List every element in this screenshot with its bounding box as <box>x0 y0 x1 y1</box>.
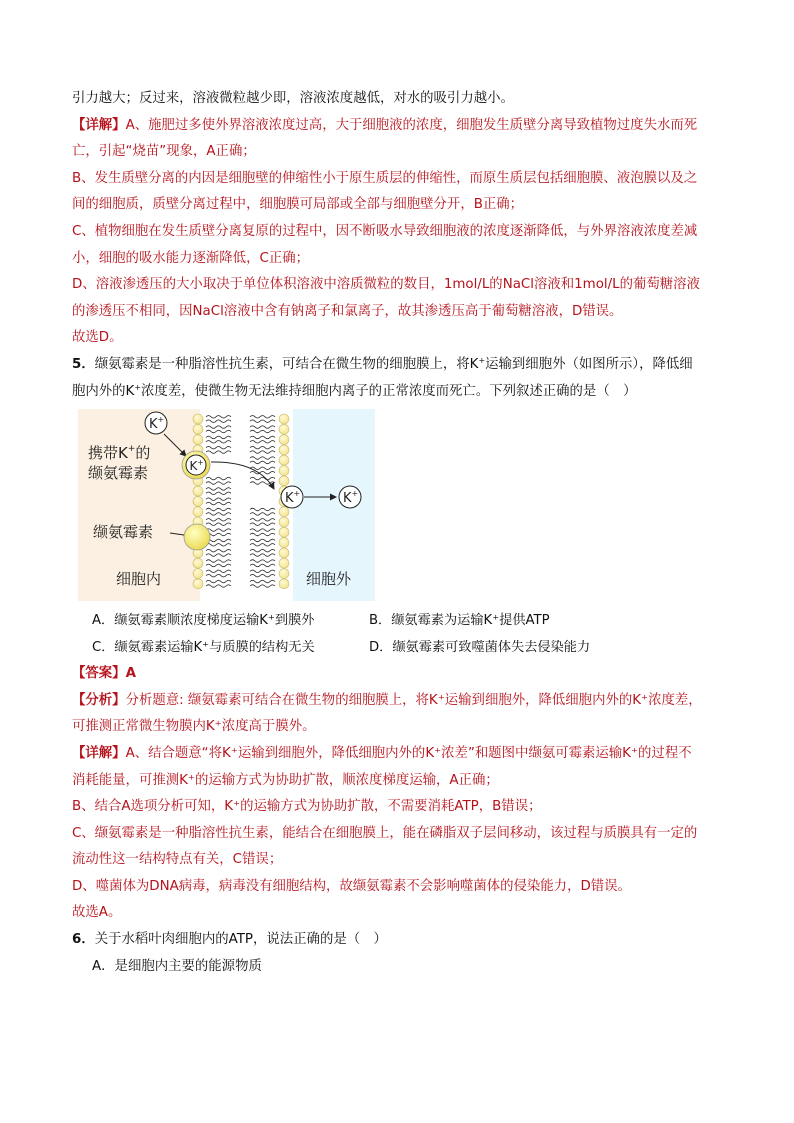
analysis-text: 可推测正常微生物膜内K⁺浓度高于膜外。 <box>72 719 316 735</box>
lipid-tail <box>250 447 275 450</box>
detail-text: B、发生质壁分离的内因是细胞壁的伸缩性小于原生质层的伸缩性，而原生质层包括细胞膜、液泡膜以及之 <box>72 170 698 186</box>
lipid-tail <box>250 570 275 573</box>
detail-tag: 【详解】 <box>72 117 126 133</box>
lipid-tail <box>206 529 231 532</box>
lipid-tail <box>206 498 231 501</box>
lipid-tail <box>206 513 231 516</box>
lipid-tail <box>250 554 275 557</box>
lipid-tail <box>250 416 275 419</box>
lipid-tail <box>206 564 231 567</box>
phospholipid-head <box>279 455 289 465</box>
lipid-tail <box>206 416 231 419</box>
detail-text: 的渗透压不相同，因NaCl溶液中含有钠离子和氯离子，故其渗透压高于葡萄糖溶液，D错误。 <box>72 303 623 319</box>
lipid-tail <box>250 580 275 583</box>
detail-text: A、施肥过多使外界溶液浓度过高，大于细胞液的浓度，细胞发生质壁分离导致植物过度失水而死 <box>125 117 698 133</box>
detail-text: 消耗能量，可推测K⁺的运输方式为协助扩散，顺浓度梯度运输，A正确； <box>72 772 499 788</box>
lipid-tail <box>206 580 231 583</box>
transport-curve <box>211 462 274 489</box>
lipid-tail <box>250 575 275 578</box>
conclusion-text: 故选D。 <box>72 330 123 346</box>
lipid-tail <box>250 550 275 553</box>
lipid-tail <box>206 508 231 511</box>
phospholipid-head <box>279 579 289 589</box>
conclusion-text: 故选A。 <box>72 905 122 921</box>
lipid-tail <box>206 430 231 433</box>
option-b[interactable]: B．缬氨霉素为运输K⁺提供ATP <box>369 613 550 629</box>
phospholipid-head <box>279 424 289 434</box>
lipid-tail <box>250 523 275 526</box>
analysis-line: 【分析】分析题意: 缬氨霉素可结合在微生物的细胞膜上，将K⁺运输到细胞外，降低细胞内外的K⁺浓度差， <box>72 692 702 708</box>
phospholipid-head <box>279 466 289 476</box>
answer-line: 【答案】A <box>72 666 136 682</box>
phospholipid-head <box>193 569 203 579</box>
detail-line: 【详解】A、结合题意“将K⁺运输到细胞外，降低细胞内外的K⁺浓差”和题图中缬氨可霉素运输K⁺的过程不 <box>72 745 692 761</box>
lipid-tail <box>206 477 231 480</box>
detail-text: D、溶液渗透压的大小取决于单位体积溶液中溶质微粒的数目，1mol/L的NaCl溶液和1mol/L的葡萄糖溶液 <box>72 277 700 293</box>
option-c[interactable]: C．缬氨霉素运输K⁺与质膜的结构无关 <box>92 640 315 656</box>
options-row-2 <box>72 634 724 661</box>
lipid-tail <box>206 436 231 439</box>
question-5-stem: 5．缬氨霉素是一种脂溶性抗生素，可结合在微生物的细胞膜上，将K+运输到细胞外（如图所示），降低细 <box>72 355 693 372</box>
detail-text: 亡，引起“烧苗”现象，A正确； <box>72 144 256 160</box>
lipid-tail <box>206 447 231 450</box>
lipid-tail <box>250 533 275 536</box>
lipid-tail <box>250 585 275 588</box>
question-6-stem: 6．关于水稻叶肉细胞内的ATP，说法正确的是（ ） <box>72 932 387 948</box>
text-line <box>72 113 724 140</box>
lipid-tail <box>206 554 231 557</box>
phospholipid-head <box>193 579 203 589</box>
lipid-tail <box>250 436 275 439</box>
phospholipid-head <box>193 558 203 568</box>
label-valinomycin: 缬氨霉素 <box>93 523 154 542</box>
lipid-tail <box>206 575 231 578</box>
lipid-tail <box>206 441 231 444</box>
lipid-tail <box>250 457 275 460</box>
phospholipid-head <box>193 435 203 445</box>
lipid-tail <box>206 570 231 573</box>
lipid-tails-right <box>250 416 275 588</box>
detail-text: 小，细胞的吸水能力逐渐降低，C正确； <box>72 250 309 266</box>
lipid-tail <box>206 451 231 454</box>
lipid-tail <box>250 560 275 563</box>
lipid-tail <box>250 467 275 470</box>
phospholipid-head <box>279 527 289 537</box>
option-a[interactable]: A．缬氨霉素顺浓度梯度运输K⁺到膜外 <box>92 613 315 629</box>
lipid-tail <box>206 502 231 505</box>
phospholipid-head <box>193 497 203 507</box>
lipid-tail <box>250 451 275 454</box>
svg-text:K+: K+ <box>149 415 165 433</box>
label-carrying-2: 缬氨霉素 <box>88 464 149 483</box>
label-outside: 细胞外 <box>306 570 352 589</box>
phospholipid-head <box>279 538 289 548</box>
options-row-1 <box>72 607 724 634</box>
detail-text: B、结合A选项分析可知，K⁺的运输方式为协助扩散，不需要消耗ATP，B错误； <box>72 799 542 815</box>
svg-text:K+: K+ <box>285 489 301 507</box>
phospholipid-head <box>193 507 203 517</box>
phospholipid-head <box>279 476 289 486</box>
lipid-tail <box>206 519 231 522</box>
lipid-tail <box>206 420 231 423</box>
lipid-tail <box>250 519 275 522</box>
lipid-tail <box>250 477 275 480</box>
lipid-tails-left <box>206 416 231 588</box>
text-line: 引力越大；反过来，溶液微粒越少即，溶液浓度越低，对水的吸引力越小。 <box>72 91 514 106</box>
question-5-stem-cont: 胞内外的K+浓度差，使微生物无法维持细胞内离子的正常浓度而死亡。下列叙述正确的是（ ） <box>72 382 637 399</box>
lipid-tail <box>250 472 275 475</box>
lipid-tail <box>206 488 231 491</box>
lipid-tail <box>250 529 275 532</box>
phospholipid-head <box>193 424 203 434</box>
phospholipid-head <box>279 517 289 527</box>
phospholipid-head <box>279 507 289 517</box>
lipid-tail <box>250 539 275 542</box>
label-inside: 细胞内 <box>116 570 162 589</box>
valinomycin-molecule <box>184 524 210 550</box>
label-carrying: 携带K+的 <box>88 444 151 463</box>
svg-text:K+: K+ <box>189 458 204 474</box>
detail-text: C、缬氨霉素是一种脂溶性抗生素，能结合在细胞膜上，能在磷脂双子层间移动，该过程与质膜具有一定的 <box>72 825 698 841</box>
lipid-tail <box>250 430 275 433</box>
lipid-tail <box>206 482 231 485</box>
phospholipid-head <box>279 414 289 424</box>
valinomycin-diagram <box>78 409 378 601</box>
detail-text: C、植物细胞在发生质壁分离复原的过程中，因不断吸水导致细胞液的浓度逐渐降低，与外界溶液浓度差减 <box>72 223 698 239</box>
membrane-heads-left <box>193 414 203 589</box>
lipid-tail <box>206 426 231 429</box>
lipid-tail <box>250 441 275 444</box>
phospholipid-head <box>193 486 203 496</box>
lipid-tail <box>250 426 275 429</box>
svg-text:K+: K+ <box>343 489 359 507</box>
phospholipid-head <box>279 548 289 558</box>
lipid-tail <box>250 461 275 464</box>
lipid-tail <box>206 585 231 588</box>
lipid-tail <box>250 564 275 567</box>
detail-text: D、噬菌体为DNA病毒，病毒没有细胞结构，故缬氨霉素不会影响噬菌体的侵染能力，D错误。 <box>72 878 631 894</box>
phospholipid-head <box>279 569 289 579</box>
lipid-tail <box>250 420 275 423</box>
phospholipid-head <box>279 558 289 568</box>
lipid-tail <box>206 560 231 563</box>
option-d[interactable]: D．缬氨霉素可致噬菌体失去侵染能力 <box>369 640 591 656</box>
lipid-tail <box>250 508 275 511</box>
detail-text: 流动性这一结构特点有关，C错误； <box>72 852 283 868</box>
lipid-tail <box>206 523 231 526</box>
detail-text: 间的细胞质，质壁分离过程中，细胞膜可局部或全部与细胞壁分开，B正确； <box>72 197 524 213</box>
phospholipid-head <box>279 435 289 445</box>
document-page <box>72 86 724 980</box>
lipid-tail <box>250 544 275 547</box>
phospholipid-head <box>193 414 203 424</box>
lipid-tail <box>206 492 231 495</box>
question-6-option-a[interactable]: A．是细胞内主要的能源物质 <box>92 958 262 974</box>
lipid-tail <box>250 513 275 516</box>
lipid-tail <box>206 550 231 553</box>
phospholipid-head <box>279 445 289 455</box>
lipid-tail <box>206 544 231 547</box>
